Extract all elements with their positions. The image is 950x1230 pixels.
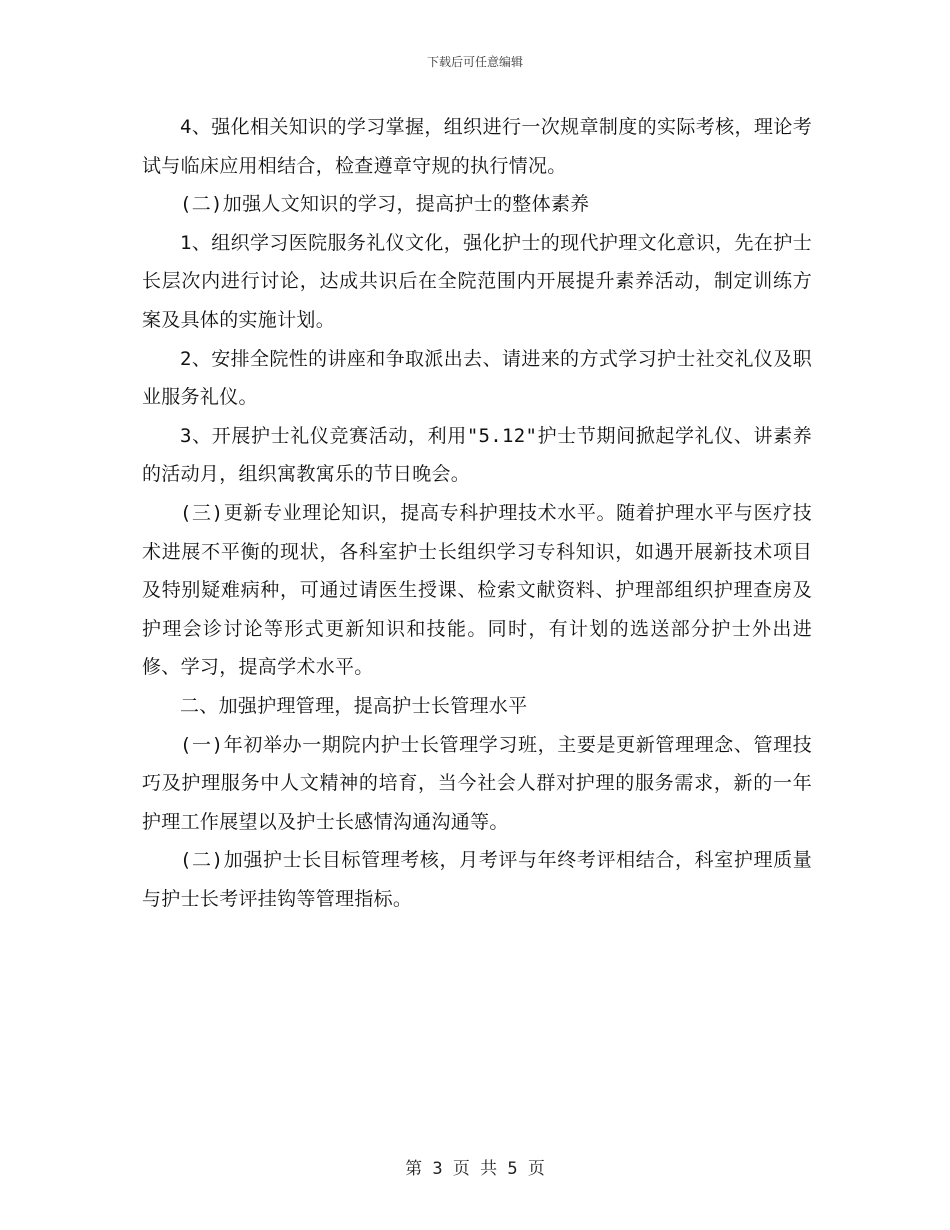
page-header: 下载后可任意编辑 (426, 55, 523, 69)
paragraph-2-lectures: 2、安排全院性的讲座和争取派出去、请进来的方式学习护士社交礼仪及职业服务礼仪。 (142, 347, 812, 409)
paragraph-4-knowledge-assessment: 4、强化相关知识的学习掌握，组织进行一次规章制度的实际考核，理论考试与临床应用相结合，检查遵章守规的执行情况。 (142, 116, 812, 177)
paragraph-3-etiquette-contest: 3、开展护士礼仪竞赛活动，利用"5.12"护士节期间掀起学礼仪、讲素养的活动月，组织寓教寓乐的节日晚会。 (142, 424, 812, 486)
section-heading-management: 二、加强护理管理，提高护士长管理水平 (180, 694, 528, 717)
section-heading-humanities: (二)加强人文知识的学习，提高护士的整体素养 (180, 193, 590, 216)
page-footer: 第 3 页 共 5 页 (405, 1159, 545, 1179)
paragraph-management-training: (一)年初举办一期院内护士长管理学习班，主要是更新管理理念、管理技巧及护理服务中人文精神的培育，当今社会人群对护理的服务需求，新的一年护理工作展望以及护士长感情沟通沟通等。 (142, 733, 812, 833)
document-body (142, 108, 812, 918)
paragraph-professional-theory: (三)更新专业理论知识，提高专科护理技术水平。随着护理水平与医疗技术进展不平衡的现状，各科室护士长组织学习专科知识，如遇开展新技术项目及特别疑难病种，可通过请医生授课、检索文献资料、护理部组织护理查房及护理会诊讨论等形式更新知识和技能。同时，有计划的选送部分护士外出进修、学习，提高学术水平。 (142, 501, 812, 679)
paragraph-target-assessment: (二)加强护士长目标管理考核，月考评与年终考评相结合，科室护理质量与护士长考评挂钩等管理指标。 (142, 849, 812, 910)
paragraph-1-etiquette-culture: 1、组织学习医院服务礼仪文化，强化护士的现代护理文化意识，先在护士长层次内进行讨论，达成共识后在全院范围内开展提升素养活动，制定训练方案及具体的实施计划。 (142, 231, 812, 331)
